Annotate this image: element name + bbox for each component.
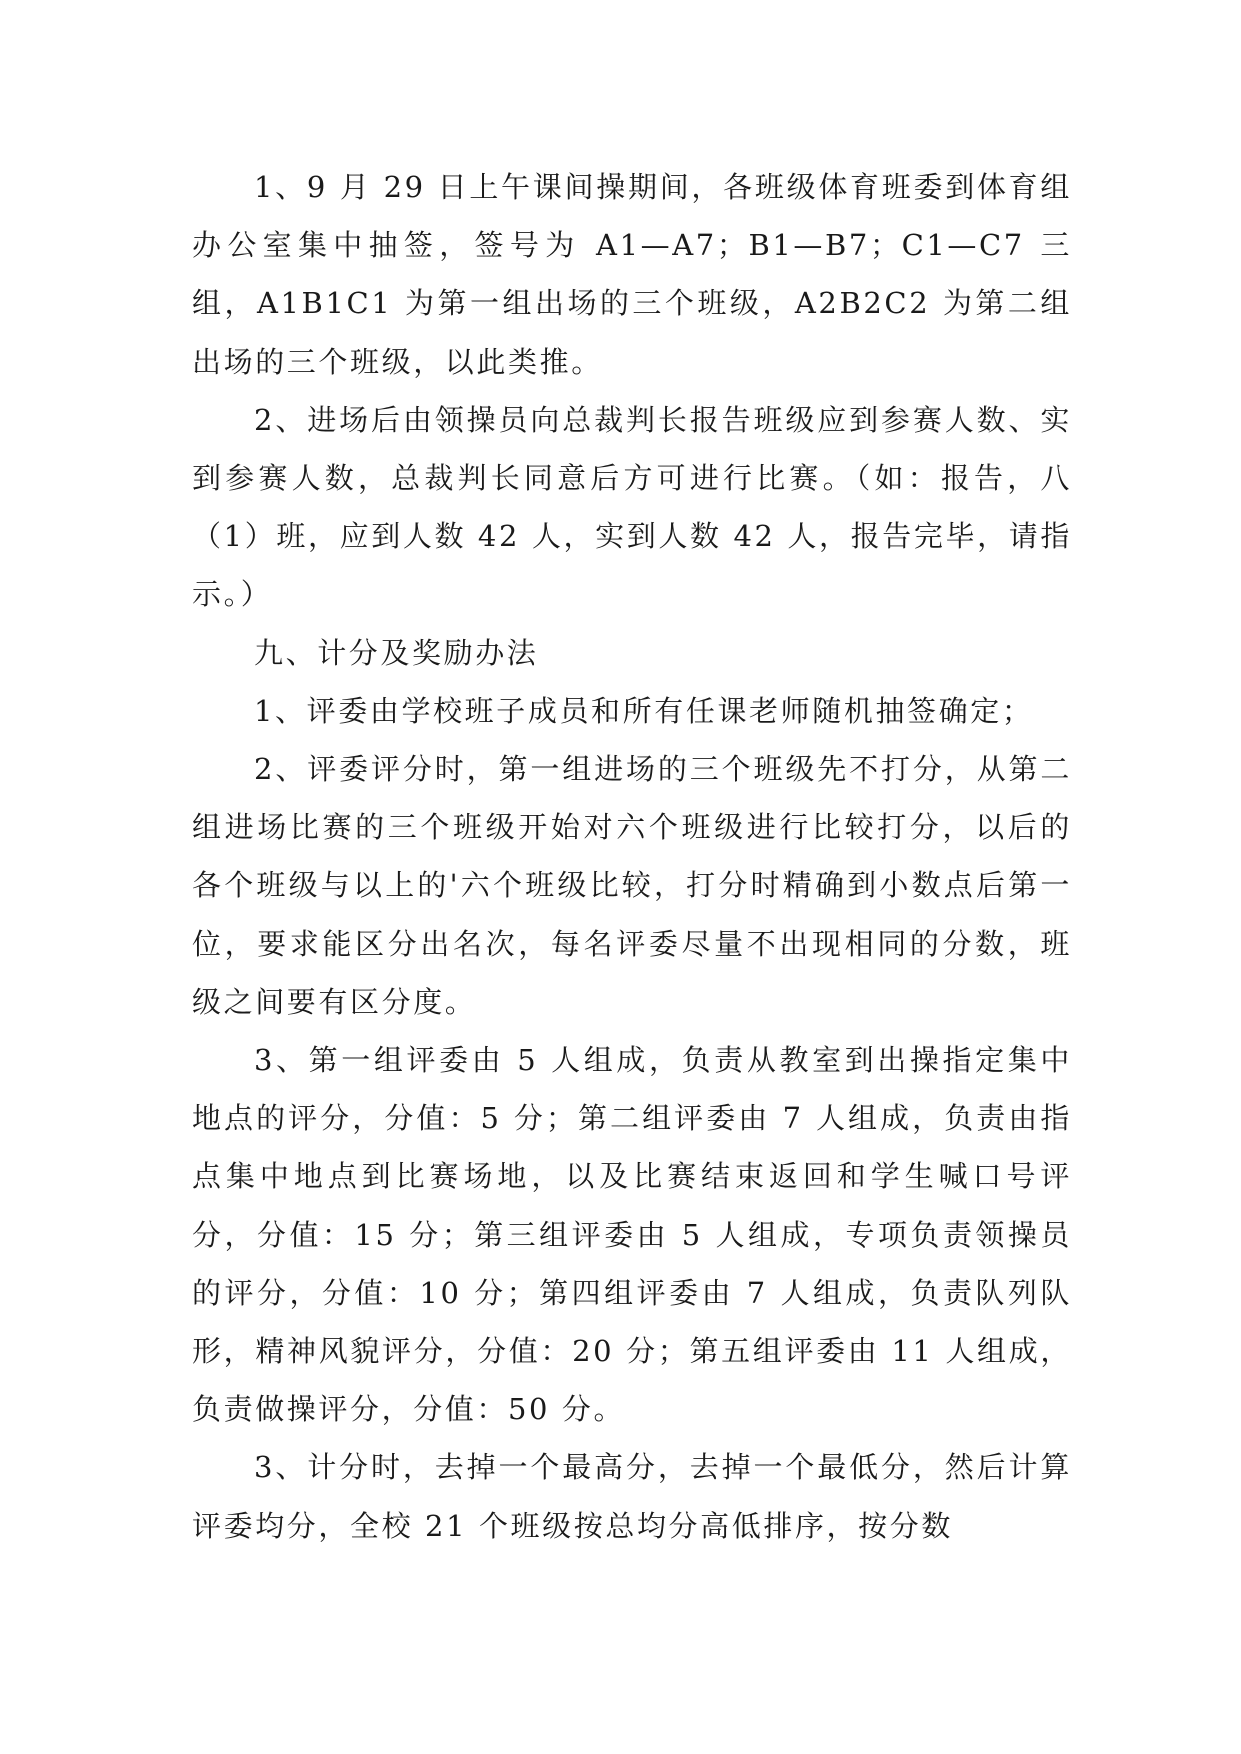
paragraph-draw-lots: 1、9 月 29 日上午课间操期间，各班级体育班委到体育组办公室集中抽签，签号为 A1—A7；B1—B7；C1—C7 三组，A1B1C1 为第一组出场的三个班级，A2B2C2 为第二组出场的三个班级，以此类推。	[192, 170, 1072, 379]
paragraph-judges-selection: 1、评委由学校班子成员和所有任课老师随机抽签确定；	[254, 693, 1034, 728]
paragraph-judge-groups: 3、第一组评委由 5 人组成，负责从教室到出操指定集中地点的评分，分值：5 分；第二组评委由 7 人组成，负责由指点集中地点到比赛场地，以及比赛结束返回和学生喊口号评分，分值：15 分；第三组评委由 5 人组成，专项负责领操员的评分，分值：10 分；第四组评委由 7 人组成，负责队列队形，精神风貌评分，分值：20 分；第五组评委由 11 人组成，负责做操评分，分值：50 分。	[192, 1043, 1072, 1427]
document-body	[192, 158, 1072, 1555]
paragraph-score-calculation: 3、计分时，去掉一个最高分，去掉一个最低分，然后计算评委均分，全校 21 个班级按总均分高低排序，按分数	[192, 1450, 1072, 1543]
section-heading-scoring: 九、计分及奖励办法	[254, 635, 539, 670]
paragraph-scoring-method: 2、评委评分时，第一组进场的三个班级先不打分，从第二组进场比赛的三个班级开始对六个班级进行比较打分，以后的各个班级与以上的'六个班级比较，打分时精确到小数点后第一位，要求能区分出名次，每名评委尽量不出现相同的分数，班级之间要有区分度。	[192, 752, 1072, 1019]
paragraph-report-attendance: 2、进场后由领操员向总裁判长报告班级应到参赛人数、实到参赛人数，总裁判长同意后方可进行比赛。（如：报告，八（1）班，应到人数 42 人，实到人数 42 人，报告完毕，请指示。）	[192, 402, 1072, 612]
